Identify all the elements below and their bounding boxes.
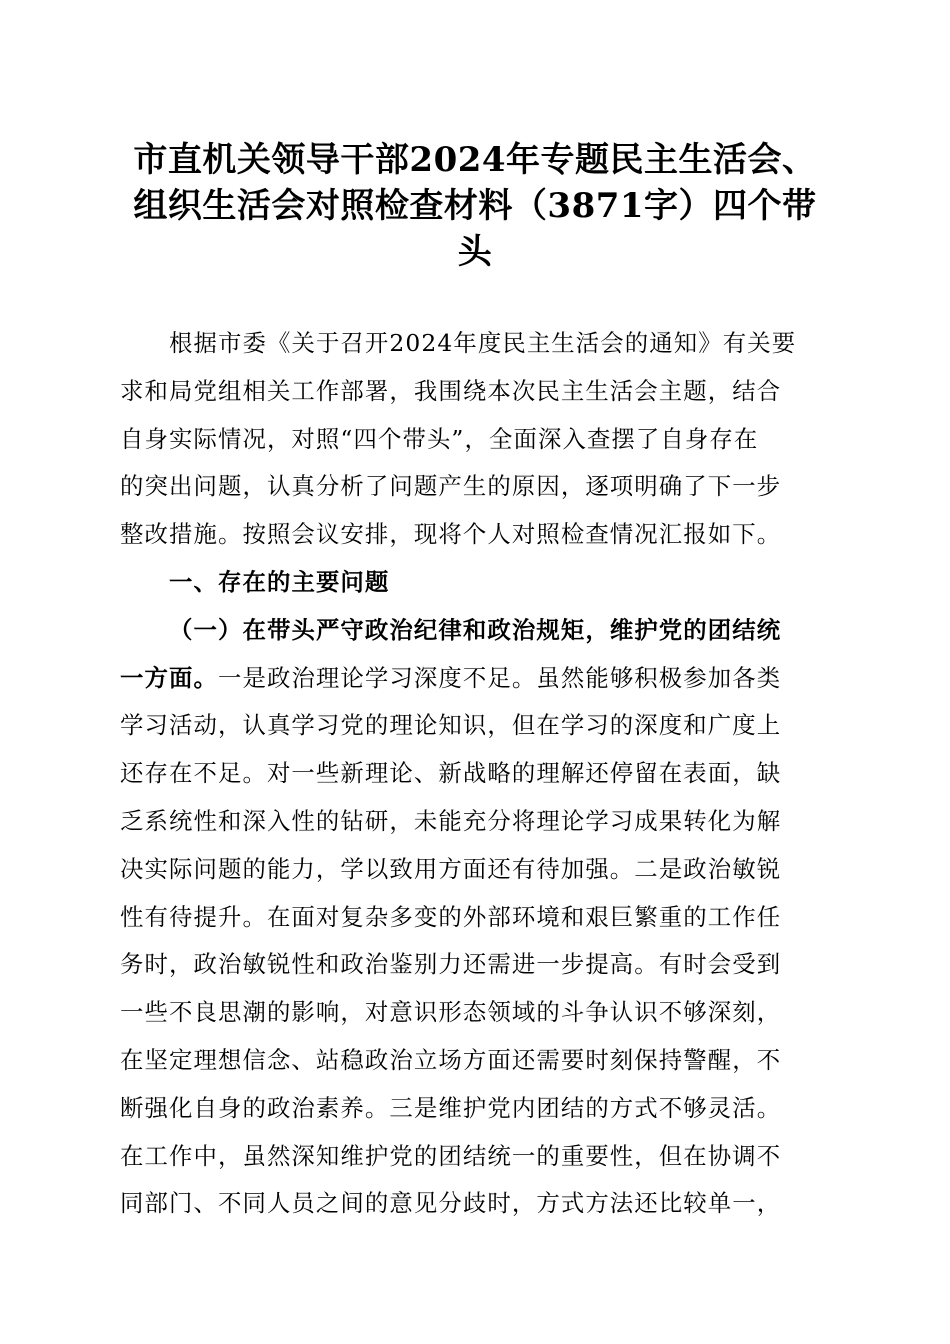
intro-paragraph-line: 根据市委《关于召开2024年度民主生活会的通知》有关要 [169, 329, 797, 357]
intro-paragraph-line: 求和局党组相关工作部署，我围绕本次民主生活会主题，结合 [120, 376, 782, 405]
intro-paragraph-line: 的突出问题，认真分析了问题产生的原因，逐项明确了下一步 [120, 472, 782, 501]
subsection-paragraph-line: 学习活动，认真学习党的理论知识，但在学习的深度和广度上 [120, 711, 782, 740]
subsection-heading: （一）在带头严守政治纪律和政治规矩，维护党的团结统 [169, 615, 782, 644]
title-line: 组织生活会对照检查材料（3871字）四个带 [133, 186, 817, 226]
subsection-paragraph-line [120, 655, 832, 703]
subsection-paragraph-line: 务时，政治敏锐性和政治鉴别力还需进一步提高。有时会受到 [120, 950, 782, 979]
subsection-paragraph-line: 断强化自身的政治素养。三是维护党内团结的方式不够灵活。 [120, 1093, 782, 1122]
section-heading: 一、存在的主要问题 [169, 567, 390, 596]
subsection-paragraph-line: 还存在不足。对一些新理论、新战略的理解还停留在表面，缺 [120, 759, 782, 788]
subsection-paragraph-line: 同部门、不同人员之间的意见分歧时，方式方法还比较单一， [120, 1189, 782, 1218]
subsection-paragraph-line: 在工作中，虽然深知维护党的团结统一的重要性，但在协调不 [120, 1141, 782, 1170]
intro-paragraph-line: 自身实际情况，对照“四个带头”，全面深入查摆了自身存在 [120, 424, 759, 453]
subsection-paragraph-line: 在坚定理想信念、站稳政治立场方面还需要时刻保持警醒，不 [120, 1045, 782, 1074]
document-body [120, 320, 832, 1228]
intro-paragraph-line: 整改措施。按照会议安排，现将个人对照检查情况汇报如下。 [120, 520, 782, 549]
subsection-paragraph-line: 一些不良思潮的影响，对意识形态领域的斗争认识不够深刻， [120, 998, 782, 1027]
subsection-paragraph-line: 性有待提升。在面对复杂多变的外部环境和艰巨繁重的工作任 [120, 902, 782, 931]
subsection-paragraph-line: 乏系统性和深入性的钻研，未能充分将理论学习成果转化为解 [120, 806, 782, 835]
subsection-heading-end: 一方面。 [120, 663, 218, 692]
title-line: 头 [457, 232, 493, 272]
subsection-text: 一是政治理论学习深度不足。虽然能够积极参加各类 [217, 663, 782, 692]
title-line: 市直机关领导干部2024年专题民主生活会、 [133, 140, 817, 180]
document-title [110, 137, 840, 275]
subsection-paragraph-line: 决实际问题的能力，学以致用方面还有待加强。二是政治敏锐 [120, 854, 782, 883]
